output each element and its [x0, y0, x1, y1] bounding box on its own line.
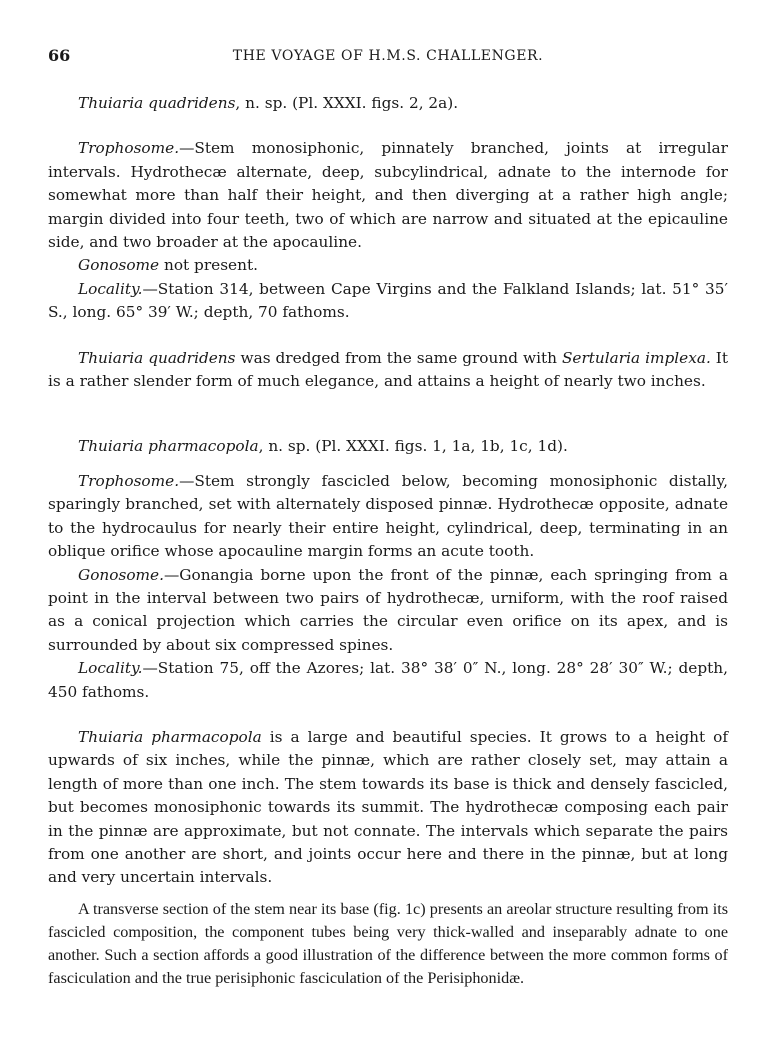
trophosome-paragraph: [48, 470, 728, 564]
species-heading: [48, 435, 728, 458]
remarks-species-name: Thuiaria quadridens: [78, 348, 236, 367]
trophosome-paragraph: [48, 137, 728, 254]
species-name: Thuiaria pharmacopola: [78, 437, 259, 456]
locality-label: Locality.: [78, 279, 143, 298]
transverse-section-paragraph: A transverse section of the stem near its base (fig. 1c) presents an areolar structure resulting from its fascicled composition, the component tubes being very thick-walled and inseparably adnate to one another. Such a section affords a good illustration of the difference between the more common forms of fasciculation and the true perisiphonic fasciculation of the Perisiphonidæ.: [48, 899, 728, 987]
page-header: [0, 46, 776, 70]
trophosome-label: Trophosome.: [78, 139, 180, 158]
species-heading: [48, 92, 728, 115]
remarks-text-continued: It is a rather slender form of much elegance, and attains a height of nearly two inches.: [48, 348, 728, 391]
remarks-text: is a large and beautiful species. It grows to a height of upwards of six inches, while the pinnæ, which are rather closely set, may attain a length of more than one inch. The stem towards its base is thick and densely fascicled, but becomes monosiphonic towards its summit. The hydrothecæ composing each pair in the pinnæ are approximate, but not connate. The intervals which separate the pairs from one another are short, and joints occur here and there in the pinnæ, but at long and very uncertain intervals.: [48, 727, 728, 887]
locality-paragraph: [48, 657, 728, 704]
gonosome-paragraph: [48, 254, 728, 277]
species-name: Thuiaria quadridens: [78, 94, 236, 112]
page-body: [48, 92, 728, 990]
gonosome-text: not present.: [159, 256, 258, 275]
gonosome-label: Gonosome.: [78, 565, 164, 584]
gonosome-paragraph: [48, 564, 728, 658]
remarks-species-name: Thuiaria pharmacopola: [78, 727, 262, 746]
remarks-related-species: Sertularia implexa.: [561, 348, 711, 367]
page-number: 66: [48, 46, 71, 65]
plate-reference: , n. sp. (Pl. XXXI. figs. 2, 2a).: [235, 94, 459, 112]
plate-reference: , n. sp. (Pl. XXXI. figs. 1, 1a, 1b, 1c, 1d).: [258, 437, 568, 456]
locality-text: —Station 314, between Cape Virgins and the Falkland Islands; lat. 51° 35′ S., long. 65° 39′ W.; depth, 70 fathoms.: [48, 279, 728, 322]
gonosome-label: Gonosome: [78, 256, 160, 275]
remarks-paragraph: [48, 347, 728, 394]
locality-text: —Station 75, off the Azores; lat. 38° 38′ 0″ N., long. 28° 28′ 30″ W.; depth, 450 fathoms.: [48, 659, 728, 701]
remarks-text: was dredged from the same ground with: [235, 348, 562, 367]
trophosome-label: Trophosome.: [78, 471, 180, 490]
trophosome-text: —Stem monosiphonic, pinnately branched, joints at irregular intervals. Hydrothecæ alternate, deep, subcylindrical, adnate to the internode for somewhat more than half their height, and then diverging at a rather high angle; margin divided into four teeth, two of which are narrow and situated at the epicauline side, and two broader at the apocauline.: [48, 139, 728, 252]
locality-label: Locality.: [78, 659, 143, 678]
trophosome-text: —Stem strongly fascicled below, becoming monosiphonic distally, sparingly branched, set with alternately disposed pinnæ. Hydrothecæ opposite, adnate to the hydrocaulus for nearly their entire height, cylindrical, deep, terminating in an oblique orifice whose apocauline margin forms an acute tooth.: [48, 471, 728, 561]
remarks-paragraph: [48, 726, 728, 890]
locality-paragraph: [48, 278, 728, 325]
gonosome-text: —Gonangia borne upon the front of the pinnæ, each springing from a point in the interval between two pairs of hydrothecæ, urniform, with the roof raised as a conical projection which carries the circular even orifice on its apex, and is surrounded by about six compressed spines.: [48, 565, 728, 654]
running-title: THE VOYAGE OF H.M.S. CHALLENGER.: [232, 48, 544, 64]
